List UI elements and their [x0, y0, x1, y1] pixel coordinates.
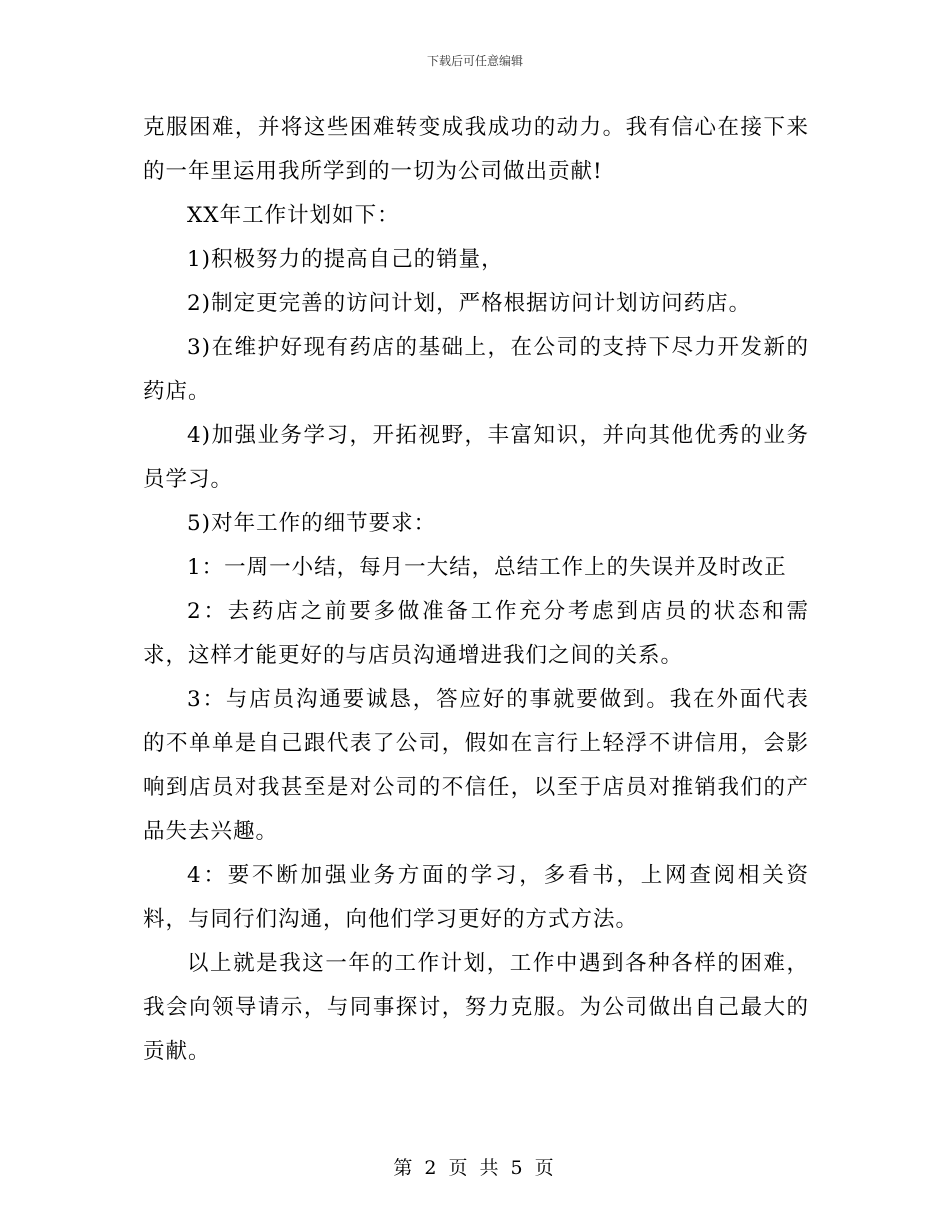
paragraph-conclusion: 以上就是我这一年的工作计划，工作中遇到各种各样的困难，我会向领导请示，与同事探讨，努力克服。为公司做出自己最大的贡献。 — [143, 951, 809, 1064]
paragraph-detail-1: 1：一周一小结，每月一大结，总结工作上的失误并及时改正 — [187, 555, 787, 580]
page-number: 第 2 页 共 5 页 — [393, 1157, 557, 1179]
paragraph-item-2: 2)制定更完善的访问计划，严格根据访问计划访问药店。 — [187, 291, 752, 316]
document-body — [143, 106, 809, 1074]
page-header: 下载后可任意编辑 — [426, 54, 523, 68]
paragraph-item-4: 4)加强业务学习，开拓视野，丰富知识，并向其他优秀的业务员学习。 — [143, 423, 809, 492]
paragraph-item-3: 3)在维护好现有药店的基础上，在公司的支持下尽力开发新的药店。 — [143, 335, 809, 404]
paragraph-detail-4: 4：要不断加强业务方面的学习，多看书，上网查阅相关资料，与同行们沟通，向他们学习更好的方式方法。 — [143, 863, 809, 932]
paragraph-detail-2: 2：去药店之前要多做准备工作充分考虑到店员的状态和需求，这样才能更好的与店员沟通增进我们之间的关系。 — [143, 599, 809, 668]
paragraph-item-1: 1)积极努力的提高自己的销量， — [187, 247, 504, 272]
paragraph-plan-heading: XX年工作计划如下： — [187, 203, 400, 228]
paragraph-detail-3: 3：与店员沟通要诚恳，答应好的事就要做到。我在外面代表的不单单是自己跟代表了公司，假如在言行上轻浮不讲信用，会影响到店员对我甚至是对公司的不信任，以至于店员对推销我们的产品失去兴趣。 — [143, 687, 809, 844]
paragraph-continuation: 克服困难，并将这些困难转变成我成功的动力。我有信心在接下来的一年里运用我所学到的一切为公司做出贡献! — [143, 115, 809, 184]
paragraph-item-5: 5)对年工作的细节要求： — [187, 511, 437, 536]
